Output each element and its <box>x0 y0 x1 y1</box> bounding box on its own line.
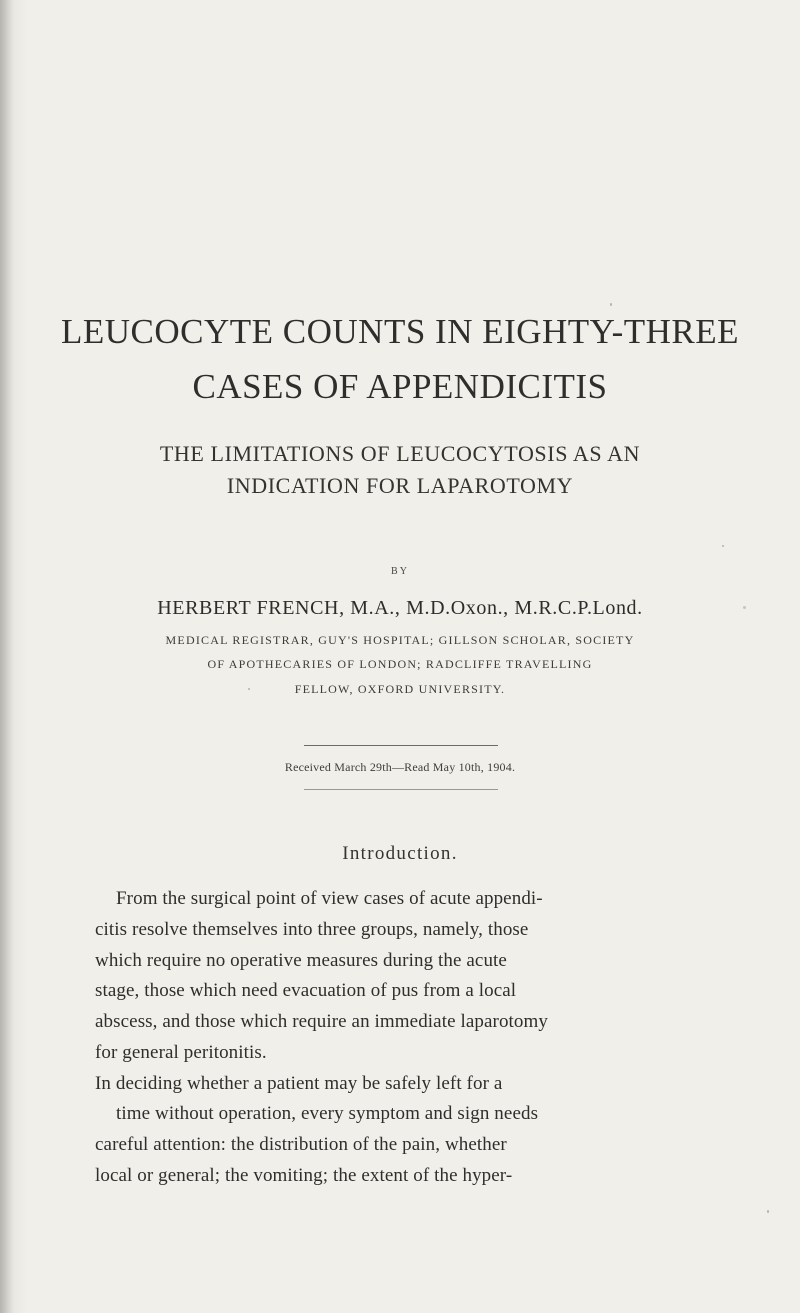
affiliation-line-1: MEDICAL REGISTRAR, GUY'S HOSPITAL; GILLSON SCHOLAR, SOCIETY <box>165 633 635 647</box>
body-line-4: stage, those which need evacuation of pus from a local <box>95 980 517 1001</box>
body-line-6: for general peritonitis. <box>95 1042 267 1063</box>
body-line-7: In deciding whether a patient may be safely left for a <box>95 1073 503 1094</box>
scan-speck <box>743 606 746 609</box>
title-line-1: LEUCOCYTE COUNTS IN EIGHTY-THREE <box>60 312 739 351</box>
received-read-dates: Received March 29th—Read May 10th, 1904. <box>284 760 516 774</box>
scan-speck <box>610 303 612 306</box>
body-line-3: which require no operative measures during the acute <box>95 950 507 971</box>
title-line-2: CASES OF APPENDICITIS <box>192 367 608 406</box>
body-line-10: local or general; the vomiting; the extent of the hyper- <box>95 1165 513 1186</box>
body-line-1: From the surgical point of view cases of acute appendi- <box>116 888 543 909</box>
affiliation-line-2: OF APOTHECARIES OF LONDON; RADCLIFFE TRAVELLING <box>207 657 593 671</box>
subtitle-line-1: THE LIMITATIONS OF LEUCOCYTOSIS AS AN <box>159 441 641 466</box>
affiliation-line-3: FELLOW, OXFORD UNIVERSITY. <box>294 682 506 696</box>
scan-speck <box>767 1210 769 1213</box>
bottom-divider-rule <box>304 789 498 790</box>
scan-speck <box>722 545 724 547</box>
page-left-edge-shadow <box>0 0 14 1313</box>
subtitle-line-2: INDICATION FOR LAPAROTOMY <box>226 473 574 498</box>
top-divider-rule <box>304 745 498 746</box>
body-line-9: careful attention: the distribution of the pain, whether <box>95 1134 507 1155</box>
scan-speck <box>248 688 250 690</box>
by-label: BY <box>391 566 409 577</box>
author-name: HERBERT FRENCH, M.A., M.D.Oxon., M.R.C.P.Lond. <box>157 597 643 619</box>
section-heading: Introduction. <box>342 843 458 864</box>
body-line-2: citis resolve themselves into three groups, namely, those <box>95 919 529 940</box>
body-line-5: abscess, and those which require an immediate laparotomy <box>95 1011 549 1032</box>
body-line-8: time without operation, every symptom and sign needs <box>116 1103 539 1124</box>
